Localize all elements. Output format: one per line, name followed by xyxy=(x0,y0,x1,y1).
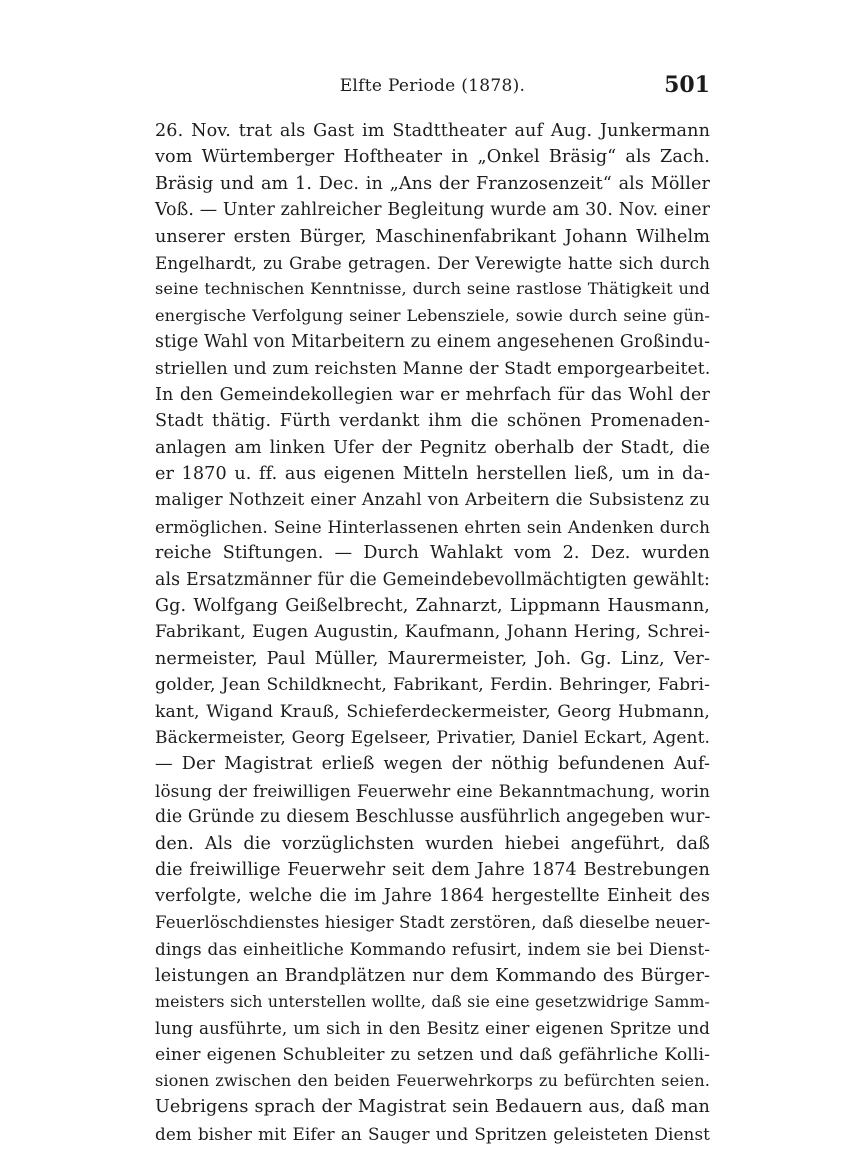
text-line: Bäckermeister, Georg Egelseer, Privatier, Daniel Eckart, Agent. xyxy=(155,727,710,748)
text-line: verfolgte, welche die im Jahre 1864 hergestellte Einheit des xyxy=(155,886,710,907)
text-line: sionen zwischen den beiden Feuerwehrkorps zu befürchten seien. xyxy=(155,1071,710,1091)
text-line: dem bisher mit Eifer an Sauger und Spritzen geleisteten Dienst xyxy=(155,1123,710,1144)
text-line: Gg. Wolfgang Geißelbrecht, Zahnarzt, Lippmann Hausmann, xyxy=(155,596,710,617)
text-line: Fabrikant, Eugen Augustin, Kaufmann, Johann Hering, Schrei- xyxy=(155,622,710,643)
text-line: die Gründe zu diesem Beschlusse ausführlich angegeben wur- xyxy=(155,807,711,828)
text-line: striellen und zum reichsten Manne der Stadt emporgearbeitet. xyxy=(155,358,711,379)
text-line: leistungen an Brandplätzen nur dem Kommando des Bürger- xyxy=(155,965,710,986)
text-line: Stadt thätig. Fürth verdankt ihm die schönen Promenaden- xyxy=(155,411,710,432)
text-line: lung ausführte, um sich in den Besitz einer eigenen Spritze und xyxy=(155,1018,710,1039)
text-line: anlagen am linken Ufer der Pegnitz oberhalb der Stadt, die xyxy=(155,437,710,458)
text-line: einer eigenen Schubleiter zu setzen und daß gefährliche Kolli- xyxy=(155,1044,710,1065)
text-line: Feuerlöschdienstes hiesiger Stadt zerstören, daß dieselbe neuer- xyxy=(155,912,711,932)
text-line: ermöglichen. Seine Hinterlassenen ehrten sein Andenken durch xyxy=(155,516,710,537)
text-line: er 1870 u. ff. aus eigenen Mitteln herstellen ließ, um in da- xyxy=(155,464,710,485)
text-line: Engelhardt, zu Grabe getragen. Der Verewigte hatte sich durch xyxy=(155,252,710,273)
text-line: energische Verfolgung seiner Lebensziele, sowie durch seine gün- xyxy=(155,305,710,325)
text-line: als Ersatzmänner für die Gemeindebevollmächtigten gewählt: xyxy=(155,569,710,590)
text-line: — Der Magistrat erließ wegen der nöthig befundenen Auf- xyxy=(155,754,710,775)
text-line: vom Würtemberger Hoftheater in „Onkel Bräsig“ als Zach. xyxy=(155,147,710,168)
text-line: seine technischen Kenntnisse, durch seine rastlose Thätigkeit und xyxy=(155,279,710,299)
text-line: dings das einheitliche Kommando refusirt, indem sie bei Dienst- xyxy=(155,939,710,960)
text-line: die freiwillige Feuerwehr seit dem Jahre 1874 Bestrebungen xyxy=(155,859,710,880)
text-line: maliger Nothzeit einer Anzahl von Arbeitern die Subsistenz zu xyxy=(155,490,710,511)
text-line: 26. Nov. trat als Gast im Stadttheater auf Aug. Junkermann xyxy=(155,121,710,141)
text-line: den. Als die vorzüglichsten wurden hiebei angeführt, daß xyxy=(155,833,710,854)
text-line: Voß. — Unter zahlreicher Begleitung wurde am 30. Nov. einer xyxy=(155,200,710,221)
text-line: Bräsig und am 1. Dec. in „Ans der Franzosenzeit“ als Möller xyxy=(155,173,710,194)
text-line: nermeister, Paul Müller, Maurermeister, Joh. Gg. Linz, Ver- xyxy=(155,648,710,669)
text-line: reiche Stiftungen. — Durch Wahlakt vom 2. Dez. wurden xyxy=(155,543,710,564)
text-line: unserer ersten Bürger, Maschinenfabrikant Johann Wilhelm xyxy=(155,226,710,247)
text-line: In den Gemeindekollegien war er mehrfach für das Wohl der xyxy=(155,384,710,405)
chapter-title: Elfte Periode (1878). xyxy=(339,76,526,96)
text-line: meisters sich unterstellen wollte, daß sie eine gesetzwidrige Samm- xyxy=(155,991,710,1011)
text-line: stige Wahl von Mitarbeitern zu einem angesehenen Großindu- xyxy=(155,332,711,353)
running-header xyxy=(155,72,710,104)
text-line: Uebrigens sprach der Magistrat sein Bedauern aus, daß man xyxy=(155,1097,710,1118)
text-line: kant, Wigand Krauß, Schieferdeckermeister, Georg Hubmann, xyxy=(155,701,710,722)
body-text xyxy=(155,118,710,1147)
page-number: 501 xyxy=(664,72,710,98)
text-line: lösung der freiwilligen Feuerwehr eine Bekanntmachung, worin xyxy=(155,780,710,801)
text-line: golder, Jean Schildknecht, Fabrikant, Ferdin. Behringer, Fabri- xyxy=(155,675,710,696)
